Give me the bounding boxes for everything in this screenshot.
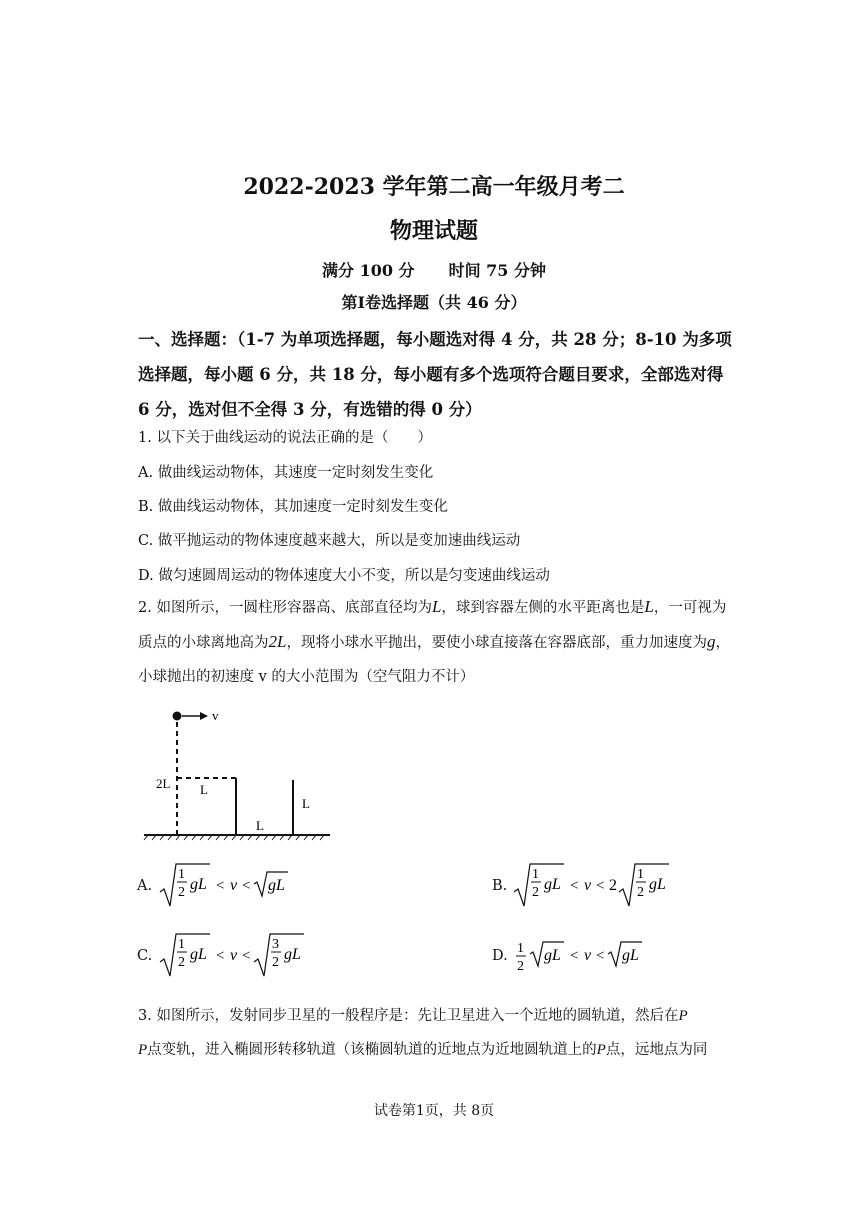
q2-option-b-formula <box>512 860 672 912</box>
svg-text:2: 2 <box>609 877 617 894</box>
svg-text:1: 1 <box>637 867 644 882</box>
q2-option-d-letter: D. <box>492 948 508 964</box>
q2-option-a-letter: A. <box>137 878 153 894</box>
q2-option-d-formula <box>514 930 654 982</box>
q2-option-a-formula <box>158 860 298 912</box>
exam-title: 2022-2023 学年第二高一年级月考二 <box>243 174 625 200</box>
svg-text:v: v <box>584 947 592 964</box>
ball <box>173 712 182 721</box>
exam-meta <box>0 258 868 281</box>
svg-text:2: 2 <box>637 885 644 900</box>
svg-text:<: < <box>242 948 251 964</box>
q1-option-c: C. 做平抛运动的物体速度越来越大，所以是变加速曲线运动 <box>138 533 521 549</box>
q2-option-c-letter: C. <box>137 948 153 964</box>
svg-text:1: 1 <box>517 941 524 956</box>
q1-option-a: A. 做曲线运动物体，其速度一定时刻发生变化 <box>138 465 434 481</box>
svg-text:2: 2 <box>532 885 539 900</box>
subject-title: 物理试题 <box>389 218 478 244</box>
svg-text:<: < <box>216 878 225 894</box>
svg-text:<: < <box>596 878 605 894</box>
q1-option-d: D. 做匀速圆周运动的物体速度大小不变，所以是匀变速曲线运动 <box>138 568 550 584</box>
q3-line-1: 3. 如图所示，发射同步卫星的一般程序是：先让卫星进入一个近地的圆轨道，然后在P <box>138 1008 688 1024</box>
svg-text:2: 2 <box>272 955 279 970</box>
svg-text:<: < <box>596 948 605 964</box>
section-title: 第Ⅰ卷选择题（共 46 分） <box>341 293 527 312</box>
page-footer: 试卷第1页，共 8页 <box>373 1103 495 1119</box>
label-v: v <box>212 708 219 723</box>
label-L-top: L <box>200 782 208 797</box>
svg-text:2: 2 <box>517 959 524 974</box>
q2-option-b-letter: B. <box>492 878 508 894</box>
svg-text:<: < <box>216 948 225 964</box>
svg-text:gL: gL <box>268 877 285 894</box>
svg-text:1: 1 <box>178 937 185 952</box>
svg-text:gL: gL <box>190 876 207 893</box>
q1-option-b: B. 做曲线运动物体，其加速度一定时刻发生变化 <box>138 499 448 515</box>
svg-text:2: 2 <box>178 885 185 900</box>
q2-stem: 2. 如图所示，一圆柱形容器高、底部直径均为L，球到容器左侧的水平距离也是L，一可视为质点的小球离地高为2L，现将小球水平抛出，要使小球直接落在容器底部，重力加速度为g，小球抛出的初速度 v 的大小范围为（空气阻力不计） <box>138 597 730 685</box>
label-L-right: L <box>302 796 310 811</box>
svg-text:gL: gL <box>649 876 666 893</box>
svg-text:1: 1 <box>532 867 539 882</box>
svg-text:gL: gL <box>544 947 561 964</box>
svg-text:<: < <box>242 878 251 894</box>
score-info: 满分 100 分 <box>322 261 415 280</box>
q2-option-c-formula <box>158 930 308 982</box>
time-info: 时间 75 分钟 <box>448 261 546 280</box>
label-2L: 2L <box>156 776 171 791</box>
label-L-bottom: L <box>256 818 264 833</box>
svg-text:1: 1 <box>178 867 185 882</box>
q2-figure <box>140 700 340 845</box>
svg-text:gL: gL <box>544 876 561 893</box>
svg-text:2: 2 <box>178 955 185 970</box>
q3-line-2: P点变轨，进入椭圆形转移轨道（该椭圆轨道的近地点为近地圆轨道上的P点，远地点为同 <box>138 1042 708 1058</box>
svg-text:<: < <box>570 878 579 894</box>
svg-text:v: v <box>230 947 238 964</box>
velocity-arrow-icon <box>200 712 208 720</box>
svg-text:v: v <box>230 877 238 894</box>
svg-text:<: < <box>570 948 579 964</box>
q1-stem: 1. 以下关于曲线运动的说法正确的是（ ） <box>138 430 432 446</box>
svg-text:v: v <box>584 877 592 894</box>
section-instructions: 一、选择题：（1-7 为单项选择题，每小题选对得 4 分，共 28 分；8-10 为多项选择题，每小题 6 分，共 18 分，每小题有多个选项符合题目要求，全部选对得 6 分，选对但不全得 3 分，有选错的得 0 分） <box>138 330 732 419</box>
svg-text:3: 3 <box>272 937 279 952</box>
svg-text:gL: gL <box>190 946 207 963</box>
svg-text:gL: gL <box>284 946 301 963</box>
svg-text:gL: gL <box>622 947 639 964</box>
